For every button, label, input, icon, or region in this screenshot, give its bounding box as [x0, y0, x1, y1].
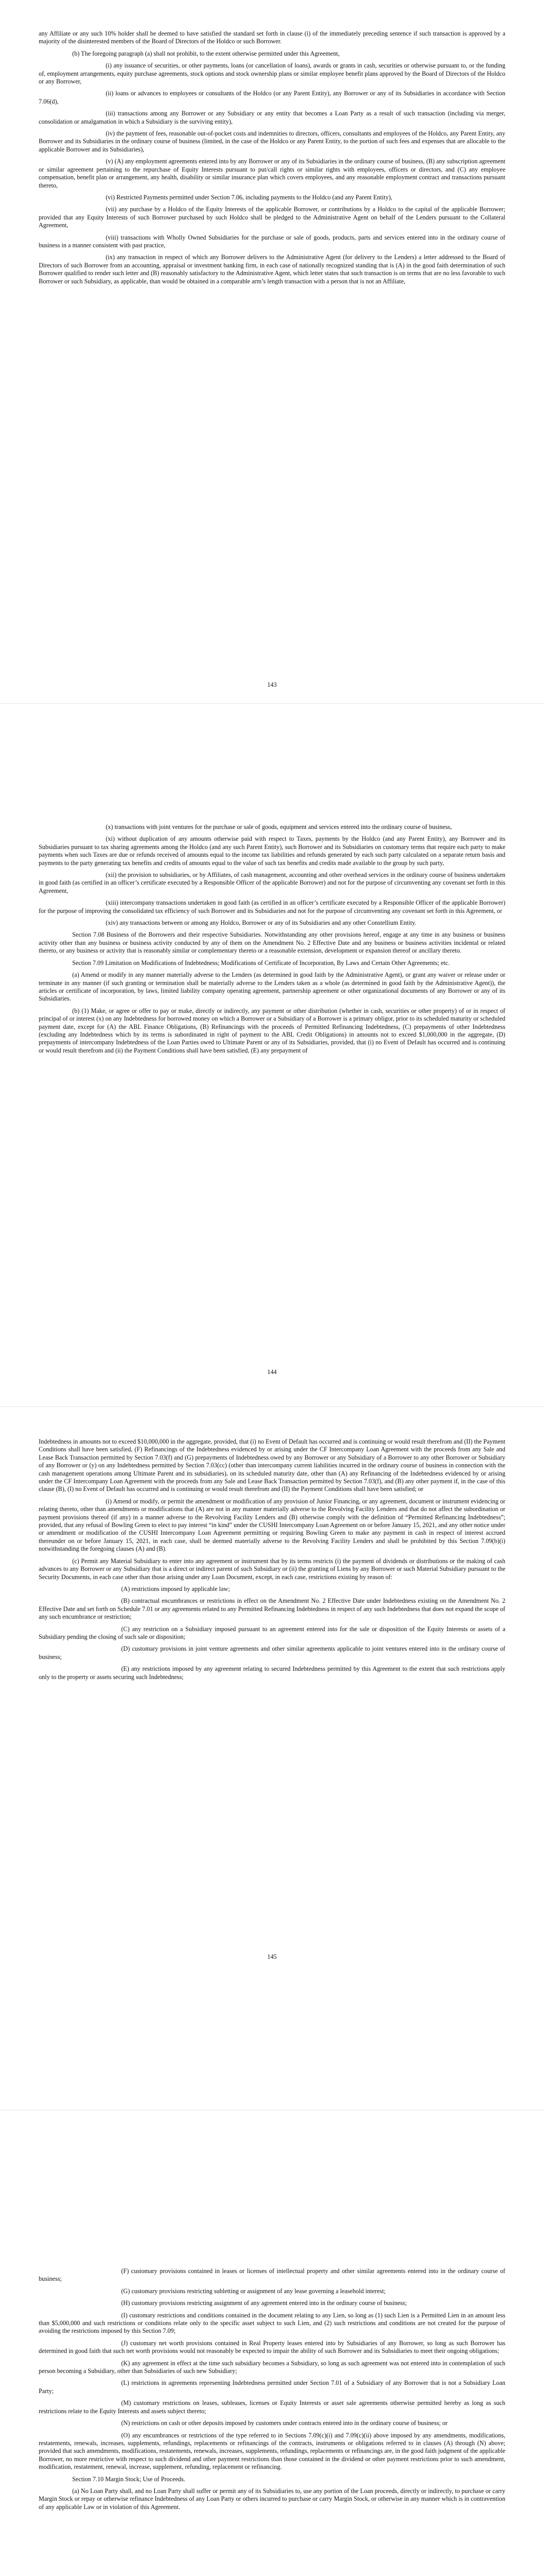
paragraph: (b) (1) Make, or agree or offer to pay or make, directly or indirectly, any payment or other distribution (whether in cash, securities or other property) of or in respect of principal of or interest (x) on any Indebtedness for borrowed money on which a Borrower or a Subsidiary of a Borrower is a primary obligor, prior to its scheduled maturity or scheduled payment date, except for (A) the ABL Finance Obligations, (B) Refinancings with the proceeds of Permitted Refinancing Indebtedness, (C) prepayments of other Indebtedness (excluding any Indebtedness which by its terms is subordinated in right of payment to the ABL Credit Obligations) in amounts not to exceed $1,000,000 in the aggregate, (D) prepayments of intercompany Indebtedness of the Loan Parties owed to Ultimate Parent or any of its Subsidiaries, provided, that (i) no Event of Default has occurred and is continuing or would result therefrom and (ii) the Payment Conditions shall have been satisfied, (E) any prepayment of: [39, 1007, 505, 1054]
page-number: 144: [267, 1368, 277, 1376]
paragraph: (H) customary provisions restricting assignment of any agreement entered into in the ordinary course of business;: [121, 2299, 407, 2307]
paragraph: (B) contractual encumbrances or restrictions in effect on the Amendment No. 2 Effective Date under Indebtedness existing on the Amendment No. 2 Effective Date and set forth on Schedule 7.01 or any agreements related to any Permitted Refinancing Indebtedness in respect of any such Indebtedness that does not expand the scope of any such encumbrance or restriction;: [39, 1597, 505, 1621]
paragraph: (I) customary restrictions and conditions contained in the document relating to any Lien, so long as (1) such Lien is a Permitted Lien in an amount less than $5,000,000 and such restrictions or conditions relate only to the specific asset subject to such Lien, and (2) such restrictions and conditions are not created for the purpose of avoiding the restrictions imposed by this Section 7.09;: [39, 2311, 505, 2335]
paragraph: (J) customary net worth provisions contained in Real Property leases entered into by Subsidiaries of any Borrower, so long as such Borrower has determined in good faith that such net worth provisions would not reasonably be expected to impair the ability of such Borrower and its Subsidiaries to meet their ongoing obligations;: [39, 2339, 505, 2355]
paragraph: (D) customary provisions in joint venture agreements and other similar agreements applicable to joint ventures entered into in the ordinary course of business;: [39, 1645, 505, 1660]
paragraph: (O) any encumbrances or restrictions of the type referred to in Sections 7.09(c)(i) and 7.09(c)(ii) above imposed by any amendments, modifications, restatements, renewals, increases, supplements, refundings, replacements or refinancings of the contracts, instruments or obligations referred to in clauses (A) through (N) above; provided that such amendments, modifications, restatements, renewals, increases, supplements, refundings, replacements or refinancings are, in the good faith judgment of the applicable Borrower, no more restrictive with respect to such dividend and other payment restrictions than those contained in the dividend or other payment restrictions prior to such amendment, modification, restatement, renewal, increase, supplement, refunding, replacement or refinancing.: [39, 2431, 505, 2471]
page-body: [39, 1438, 505, 1685]
paragraph: (A) restrictions imposed by applicable law;: [121, 1585, 230, 1592]
section-heading-7-09: Section 7.09 Limitation on Modifications of Indebtedness; Modifications of Certificate of Incorporation, By Laws and Certain Other Agreements; etc.: [72, 959, 450, 967]
paragraph: (a) Amend or modify in any manner materially adverse to the Lenders (as determined in good faith by the Administrative Agent), or grant any waiver or release under or terminate in any manner (if such granting or termination shall be materially adverse to the Lenders taken as a whole (as determined in good faith by the Administrative Agent)), the articles or certificate of incorporation, by laws, limited liability company operating agreement, partnership agreement or other organizational documents of any Borrower or any of its Subsidiaries.: [39, 971, 505, 1003]
page-body: [39, 2267, 505, 2515]
page-number: 143: [267, 681, 277, 688]
paragraph: any Affiliate or any such 10% holder shall be deemed to have satisfied the standard set forth in clause (i) of the immediately preceding sentence if such transaction is approved by a majority of the disinterested members of the Board of Directors of the Holdco or such Borrower.: [39, 30, 505, 45]
paragraph: (xiii) intercompany transactions undertaken in good faith (as certified in an officer’s certificate executed by a Responsible Officer of the applicable Borrower) for the purpose of improving the consolidated tax efficiency of such Borrower and its Subsidiaries and not for the purpose of circumventing any covenant set forth in this Agreement, or: [39, 899, 505, 914]
document-page-144: [0, 704, 544, 1406]
paragraph: (K) any agreement in effect at the time such subsidiary becomes a Subsidiary, so long as such agreement was not entered into in contemplation of such person becoming a Subsidiary, other than Subsidiaries of such new Subsidiary;: [39, 2359, 505, 2375]
paragraph: (G) customary provisions restricting subletting or assignment of any lease governing a leasehold interest;: [121, 2287, 386, 2295]
paragraph: (iv) the payment of fees, reasonable out-of-pocket costs and indemnities to directors, officers, consultants and employees of the Holdco, any Parent Entity, any Borrower and its Subsidiaries in the ordinary course of business (limited, in the case of the Holdco or any Parent Entity, to the portion of such fees and expenses that are allocable to the applicable Borrower and its Subsidiaries),: [39, 130, 505, 153]
paragraph: (b) The foregoing paragraph (a) shall not prohibit, to the extent otherwise permitted under this Agreement,: [72, 49, 340, 57]
paragraph: (ix) any transaction in respect of which any Borrower delivers to the Administrative Agent (for delivery to the Lenders) a letter addressed to the Board of Directors of such Borrower from an accounting, appraisal or investment banking firm, in each case of nationally recognized standing that is (A) in the good faith determination of such Borrower qualified to render such letter and (B) reasonably satisfactory to the Administrative Agent, which letter states that such transaction is on terms that are no less favorable to such Borrower or such Subsidiary, as applicable, than would be obtained in a comparable arm’s length transaction with a person that is not an Affiliate,: [39, 253, 505, 285]
page-body: [39, 823, 505, 1059]
paragraph: (vi) Restricted Payments permitted under Section 7.06, including payments to the Holdco (and any Parent Entity),: [106, 193, 392, 201]
paragraph: (iii) transactions among any Borrower or any Subsidiary or any entity that becomes a Loan Party as a result of such transaction (including via merger, consolidation or amalgamation in which a Subsidiary is the surviving entity),: [39, 110, 505, 125]
section-heading-7-08: Section 7.08 Business of the Borrowers and their respective Subsidiaries. Notwithstanding any other provisions hereof, engage at any time in any business or business activity other than any business or business activity conducted by any of them on the Amendment No. 2 Effective Date and any business or business activities incidental or related thereto, or any business or activity that is reasonably similar or complementary thereto or a reasonable extension, development or expansion thereof or ancillary thereto.: [39, 931, 505, 955]
paragraph: (xiv) any transactions between or among any Holdco, Borrower or any of its Subsidiaries and any other Constellium Entity.: [106, 919, 417, 927]
paragraph: (a) No Loan Party shall, and no Loan Party shall suffer or permit any of its Subsidiaries to, use any portion of the Loan proceeds, directly or indirectly, to purchase or carry Margin Stock or repay or otherwise refinance Indebtedness of any Loan Party or others incurred to purchase or carry Margin Stock, or otherwise in any manner which is in contravention of any applicable Law or in violation of this Agreement.: [39, 2487, 505, 2511]
document-page-146: [0, 2110, 544, 2576]
paragraph: (N) restrictions on cash or other deposits imposed by customers under contracts entered into in the ordinary course of business; or: [121, 2419, 448, 2427]
page-number: 145: [267, 1953, 277, 1960]
paragraph: (ii) loans or advances to employees or consultants of the Holdco (or any Parent Entity), any Borrower or any of its Subsidiaries in accordance with Section 7.06(d),: [39, 90, 505, 105]
document-page-145: [0, 1407, 544, 2110]
paragraph: (i) Amend or modify, or permit the amendment or modification of any provision of Junior Financing, or any agreement, document or instrument evidencing or relating thereto, other than amendments or modifications that (A) are not in any manner materially adverse to the Revolving Facility Lenders and that do not affect the subordination or payment provisions thereof (if any) in a manner adverse to the Revolving Facility Lenders and (B) otherwise comply with the definition of “Permitted Refinancing Indebtedness”; provided, that any refusal of Bowling Green to elect to pay interest “in kind” under the CUSHI Intercompany Loan Agreement on or before January 15, 2021, and any other notice under or amendment or modification of the CUSHI Intercompany Loan Agreement permitting or requiring Bowling Green to make any payment in cash in respect of interest accrued thereunder on or before January 15, 2021, in each case, shall be deemed materially adverse to the Revolving Facility Lenders and shall be prohibited by this Section 7.09(b)(i) notwithstanding the foregoing clauses (A) and (B).: [39, 1497, 505, 1553]
section-heading-7-10: Section 7.10 Margin Stock; Use of Proceeds.: [72, 2475, 186, 2483]
paragraph: (C) any restriction on a Subsidiary imposed pursuant to an agreement entered into for the sale or disposition of the Equity Interests or assets of a Subsidiary pending the closing of such sale or disposition;: [39, 1625, 505, 1640]
paragraph: (E) any restrictions imposed by any agreement relating to secured Indebtedness permitted by this Agreement to the extent that such restrictions apply only to the property or assets securing such Indebtedness;: [39, 1665, 505, 1681]
paragraph: (L) restrictions in agreements representing Indebtedness permitted under Section 7.01 of a Subsidiary of any Borrower that is not a Subsidiary Loan Party;: [39, 2379, 505, 2395]
paragraph: Indebtedness in amounts not to exceed $10,000,000 in the aggregate, provided, that (i) no Event of Default has occurred and is continuing or would result therefrom and (II) the Payment Conditions shall have been satisfied, (F) Refinancings of the Indebtedness evidenced by or arising under the CF Intercompany Loan Agreement with the proceeds from any Sale and Lease Back Transaction permitted by Section 7.03(f) and (G) prepayments of Indebtedness owed by any Borrower or any Subsidiary of a Borrower to any other Borrower or Subsidiary of any Borrower or (y) on any Indebtedness permitted by Section 7.03(cc) (other than intercompany current liabilities incurred in the ordinary course of business in connection with the cash management operations among Ultimate Parent and its subsidiaries), on its scheduled maturity date, other than (A) any Refinancing of the Indebtedness evidenced by or arising under the CF Intercompany Loan Agreement with the proceeds from any Sale and Lease Back Transaction permitted by Section 7.03(f), and (B) any other payment if, in the case of this clause (B), (I) no Event of Default has occurred and is continuing or would result therefrom and (II) the Payment Conditions shall have been satisfied; or: [39, 1438, 505, 1493]
paragraph: (M) customary restrictions on leases, subleases, licenses or Equity Interests or asset sale agreements otherwise permitted hereby as long as such restrictions relate to the Equity Interests and assets subject thereto;: [39, 2399, 505, 2415]
paragraph: (viii) transactions with Wholly Owned Subsidiaries for the purchase or sale of goods, products, parts and services entered into in the ordinary course of business in a manner consistent with past practice,: [39, 233, 505, 249]
paragraph: (xii) the provision to subsidiaries, or by Affiliates, of cash management, accounting and other overhead services in the ordinary course of business undertaken in good faith (as certified in an officer’s certificate executed by a Responsible Officer of the applicable Borrower) and not for the purpose of circumventing any covenant set forth in this Agreement,: [39, 871, 505, 894]
paragraph: (xi) without duplication of any amounts otherwise paid with respect to Taxes, payments by the Holdco (and any Parent Entity), any Borrower and its Subsidiaries pursuant to tax sharing agreements among the Holdco (and any such Parent Entity), such Borrower and its Subsidiaries on customary terms that require each party to make payments when such Taxes are due or refunds received of amounts equal to the income tax liabilities and refunds generated by each such party calculated on a separate return basis and payments to the party generating tax benefits and credits of amounts equal to the value of such tax benefits and credits made available to the group by such party,: [39, 835, 505, 867]
page-body: [39, 30, 505, 290]
document-page-143: [0, 0, 544, 703]
paragraph: (x) transactions with joint ventures for the purchase or sale of goods, equipment and services entered into the ordinary course of business,: [106, 823, 452, 831]
paragraph: (c) Permit any Material Subsidiary to enter into any agreement or instrument that by its terms restricts (i) the payment of dividends or distributions or the making of cash advances to any Borrower or any Subsidiary that is a direct or indirect parent of such Subsidiary or (ii) the granting of Liens by any Borrower or such Material Subsidiary pursuant to the Security Documents, in each case other than those arising under any Loan Document, except, in each case, restrictions existing by reason of:: [39, 1557, 505, 1581]
paragraph: (vii) any purchase by a Holdco of the Equity Interests of the applicable Borrower, or contributions by a Holdco to the capital of the applicable Borrower; provided that any Equity Interests of such Borrower purchased by such Holdco shall be pledged to the Administrative Agent on behalf of the Lenders pursuant to the Collateral Agreement,: [39, 206, 505, 229]
paragraph: (i) any issuance of securities, or other payments, loans (or cancellation of loans), awards or grants in cash, securities or otherwise pursuant to, or the funding of, employment arrangements, equity purchase agreements, stock options and stock ownership plans or similar employee benefit plans approved by the Board of Directors of the Holdco or any Borrower,: [39, 62, 505, 86]
paragraph: (F) customary provisions contained in leases or licenses of intellectual property and other similar agreements entered into in the ordinary course of business;: [39, 2267, 505, 2283]
paragraph: (v) (A) any employment agreements entered into by any Borrower or any of its Subsidiaries in the ordinary course of business, (B) any subscription agreement or similar agreement pertaining to the repurchase of Equity Interests pursuant to put/call rights or similar rights with employees, officers or directors, and (C) any employee compensation, benefit plan or arrangement, any health, disability or similar insurance plan which covers employees, and any reasonable employment contract and transactions pursuant thereto,: [39, 158, 505, 189]
